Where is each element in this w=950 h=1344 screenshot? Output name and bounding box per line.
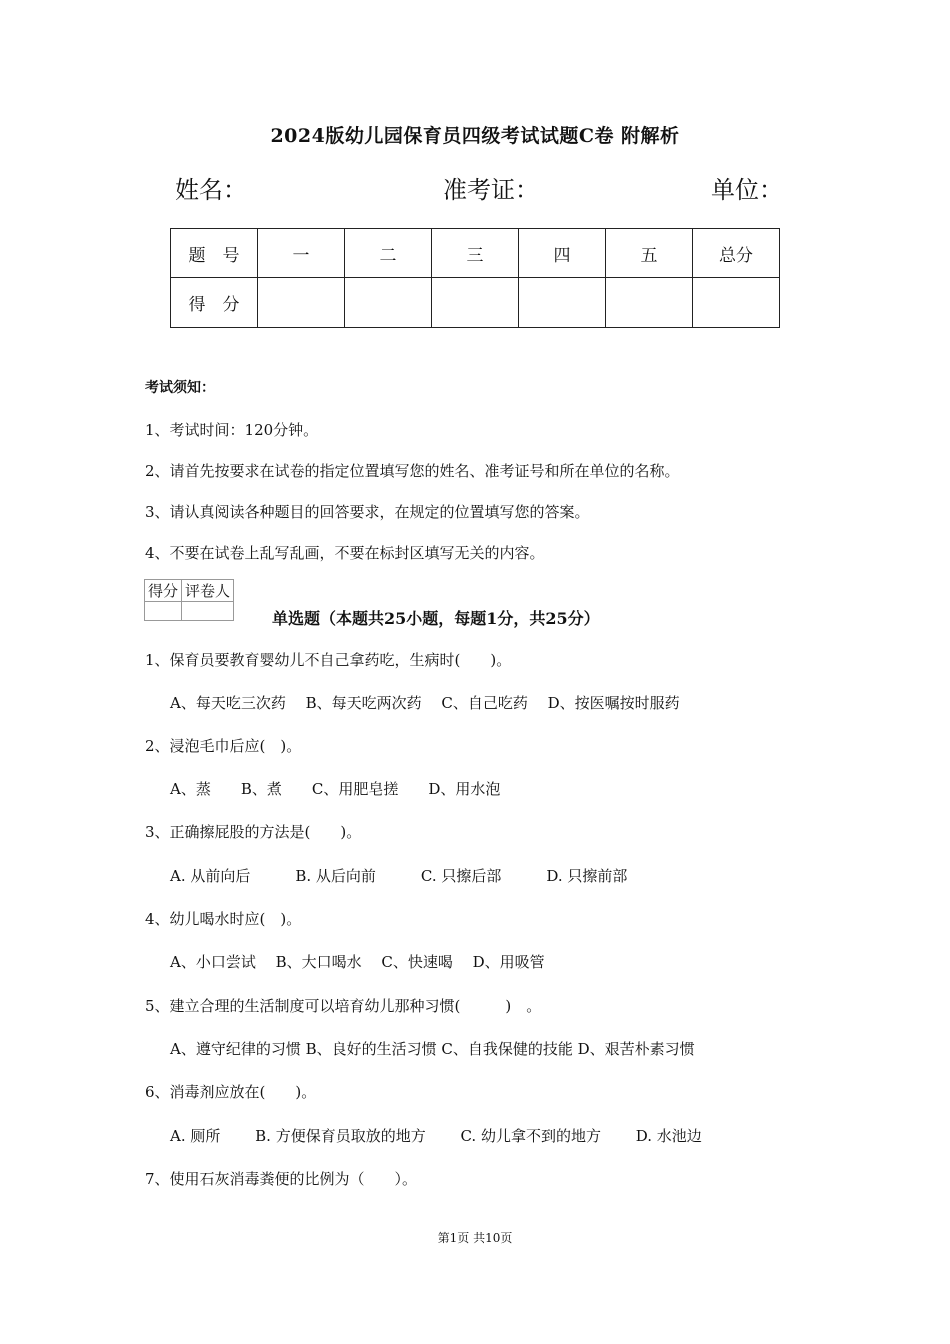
score-table-header-cell: 五 xyxy=(606,229,693,278)
grader-score-label: 得分 xyxy=(145,580,182,602)
score-cell[interactable] xyxy=(258,278,345,328)
score-table-header-row xyxy=(171,229,780,278)
page-footer: 第1页 共10页 xyxy=(437,1231,513,1245)
section-title: 单选题（本题共25小题，每题1分，共25分） xyxy=(272,609,600,628)
question-options: A、遵守纪律的习惯 B、良好的生活习惯 C、自我保健的技能 D、艰苦朴素习惯 xyxy=(170,1040,695,1058)
score-cell[interactable] xyxy=(519,278,606,328)
exam-note-item: 3、请认真阅读各种题目的回答要求，在规定的位置填写您的答案。 xyxy=(145,503,590,521)
exam-number-field-label: 准考证： xyxy=(443,176,539,204)
score-table-header-cell: 二 xyxy=(345,229,432,278)
grader-reviewer-label: 评卷人 xyxy=(182,580,234,602)
name-field-label: 姓名： xyxy=(175,176,247,204)
score-table xyxy=(170,228,780,328)
exam-note-item: 4、不要在试卷上乱写乱画，不要在标封区填写无关的内容。 xyxy=(145,544,545,562)
grader-box xyxy=(144,579,234,621)
question-text: 7、使用石灰消毒粪便的比例为（ ）。 xyxy=(145,1170,418,1188)
score-row-label: 得 分 xyxy=(171,278,258,328)
grader-score-cell[interactable] xyxy=(145,602,182,621)
score-cell[interactable] xyxy=(606,278,693,328)
exam-note-item: 2、请首先按要求在试卷的指定位置填写您的姓名、准考证号和所在单位的名称。 xyxy=(145,462,680,480)
page-title: 2024版幼儿园保育员四级考试试题C卷 附解析 xyxy=(270,125,680,147)
question-options: A、小口尝试 B、大口喝水 C、快速喝 D、用吸管 xyxy=(170,953,545,971)
score-table-header-cell: 总分 xyxy=(693,229,780,278)
question-text: 4、幼儿喝水时应( )。 xyxy=(145,910,302,928)
question-text: 3、正确擦屁股的方法是( )。 xyxy=(145,823,362,841)
score-cell[interactable] xyxy=(345,278,432,328)
score-table-header-cell: 题 号 xyxy=(171,229,258,278)
unit-field-label: 单位： xyxy=(711,176,783,204)
score-cell[interactable] xyxy=(693,278,780,328)
question-text: 6、消毒剂应放在( )。 xyxy=(145,1083,317,1101)
exam-note-item: 1、考试时间：120分钟。 xyxy=(145,421,319,439)
question-options: A、蒸 B、煮 C、用肥皂搓 D、用水泡 xyxy=(170,780,501,798)
exam-notes-title: 考试须知： xyxy=(145,380,215,396)
question-options: A. 厕所 B. 方便保育员取放的地方 C. 幼儿拿不到的地方 D. 水池边 xyxy=(170,1127,702,1145)
score-table-header-cell: 三 xyxy=(432,229,519,278)
score-cell[interactable] xyxy=(432,278,519,328)
question-text: 5、建立合理的生活制度可以培育幼儿那种习惯( ) 。 xyxy=(145,997,542,1015)
question-options: A、每天吃三次药 B、每天吃两次药 C、自己吃药 D、按医嘱按时服药 xyxy=(170,694,680,712)
grader-reviewer-cell[interactable] xyxy=(182,602,234,621)
question-text: 2、浸泡毛巾后应( )。 xyxy=(145,737,302,755)
question-options: A. 从前向后 B. 从后向前 C. 只擦后部 D. 只擦前部 xyxy=(170,867,628,885)
score-table-header-cell: 四 xyxy=(519,229,606,278)
question-text: 1、保育员要教育婴幼儿不自己拿药吃，生病时( )。 xyxy=(145,651,512,669)
score-table-header-cell: 一 xyxy=(258,229,345,278)
score-table-score-row xyxy=(171,278,780,328)
